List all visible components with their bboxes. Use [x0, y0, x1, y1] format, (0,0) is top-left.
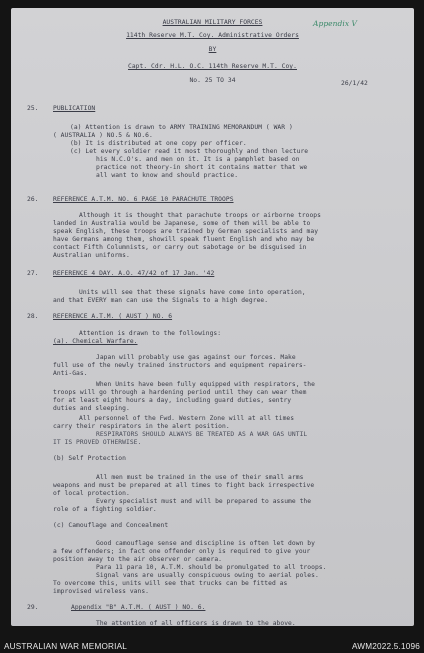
- subsection-heading: (a). Chemical Warfare.: [53, 338, 138, 345]
- body-line: all want to know and should practice.: [96, 172, 239, 179]
- appendix-handwritten-note: Appendix V: [313, 19, 358, 28]
- section-title: REFERENCE A.T.M. NO. 6 PAGE 10 PARACHUTE TROOPS: [53, 196, 234, 203]
- body-line: Japan will probably use gas against our forces. Make: [96, 354, 296, 361]
- body-line: All personnel of the Fwd. Western Zone will at all times: [79, 415, 295, 422]
- body-line: improvised wireless vans.: [53, 588, 150, 595]
- subsection-heading: (b) Self Protection: [53, 455, 126, 462]
- subsection-heading: (c) Camouflage and Concealment: [53, 522, 169, 529]
- body-line: a few offenders; in fact one offender only is required to give your: [53, 548, 311, 555]
- body-line: Signal vans are usually conspicuous owing to aerial poles.: [96, 572, 319, 579]
- body-line: Attention is drawn to the followings:: [79, 330, 222, 337]
- header-line-2: 114th Reserve M.T. Coy. Administrative Orders: [126, 32, 299, 39]
- header-line-3: BY: [208, 46, 217, 53]
- body-line: carry their respirators in the alert position.: [53, 423, 230, 430]
- section-title: REFERENCE A.T.M. ( AUST ) NO. 6: [53, 313, 173, 320]
- body-line: Units will see that these signals have come into operation,: [79, 289, 306, 296]
- body-line: duties and sleeping.: [53, 405, 130, 412]
- section-title: PUBLICATION: [53, 105, 96, 112]
- body-line: his N.C.O's. and men on it. It is a pamphlet based on: [96, 156, 300, 163]
- body-line: To overcome this, units will see that trucks can be fitted as: [53, 580, 288, 587]
- body-line: practice not theory-in short it contains matter that we: [96, 164, 308, 171]
- body-line: have Germans among them, showill speak fluent English and who may be: [53, 236, 315, 243]
- header-line-4: Capt. Cdr. H.L. O.C. 114th Reserve M.T. Coy.: [127, 63, 297, 70]
- footer-institution: AUSTRALIAN WAR MEMORIAL: [4, 642, 128, 651]
- body-line: role of a fighting soldier.: [53, 506, 157, 513]
- body-line: Para 11 para 10, A.T.M. should be promulgated to all troops.: [96, 564, 327, 571]
- order-number: No. 25 TO 34: [189, 77, 236, 84]
- section-number: 25.: [27, 105, 39, 112]
- section-title: Appendix "B" A.T.M. ( AUST ) NO. 6.: [71, 604, 206, 611]
- body-line: Anti-Gas.: [53, 370, 88, 377]
- body-line: (b) It is distributed at one copy per officer.: [70, 140, 247, 147]
- body-line: All men must be trained in the use of their small arms: [96, 474, 304, 481]
- body-line: Every specialist must and will be prepared to assume the: [96, 498, 312, 505]
- body-line: When Units have been fully equipped with respirators, the: [96, 381, 315, 388]
- section-number: 27.: [27, 270, 39, 277]
- body-line: of local protection.: [53, 490, 130, 497]
- body-line: The attention of all officers is drawn to the above.: [96, 620, 296, 626]
- section-number: 28.: [27, 313, 39, 320]
- footer-accession-number: AWM2022.5.1096: [351, 642, 420, 651]
- body-line: Good camouflage sense and discipline is often let down by: [96, 540, 315, 547]
- body-line: position away to the air observer or camera.: [53, 556, 223, 563]
- section-number: 29.: [27, 604, 39, 611]
- body-line: full use of the newly trained instructors and equipment repairers-: [53, 362, 307, 369]
- body-line: weapons and must be prepared at all times to fight back irrespective: [53, 482, 315, 489]
- body-line: (a) Attention is drawn to ARMY TRAINING MEMORANDUM ( WAR ): [70, 124, 293, 131]
- body-line: troops will go through a hardening period until they can wear them: [53, 389, 307, 396]
- body-line: speak English, these troops are trained by German specialists and may: [53, 228, 319, 235]
- order-date: 26/1/42: [341, 80, 368, 87]
- body-line: and that EVERY man can use the Signals to a high degree.: [53, 297, 269, 304]
- body-line: ( AUSTRALIA ) NO.5 & NO.6.: [53, 132, 153, 139]
- body-line: IT IS PROVED OTHERWISE.: [53, 439, 142, 446]
- section-title: REFERENCE 4 DAY. A.O. 47/42 of 17 Jan. '42: [53, 270, 215, 277]
- body-line: for at least eight hours a day, including guard duties, sentry: [53, 397, 292, 404]
- body-line: Australian uniforms.: [53, 252, 130, 259]
- section-number: 26.: [27, 196, 39, 203]
- body-line: (c) Let every soldier read it most thoroughly and then lecture: [70, 148, 309, 155]
- body-line: landed in Australia would be Japanese, some of them will be able to: [53, 220, 311, 227]
- header-line-1: AUSTRALIAN MILITARY FORCES: [162, 19, 263, 26]
- body-line: contact Fifth Columnists, or carry out sabotage or be disguised in: [53, 244, 307, 251]
- body-line: Although it is thought that parachute troops or airborne troops: [79, 212, 321, 219]
- document-page: [11, 8, 414, 626]
- body-line: RESPIRATORS SHOULD ALWAYS BE TREATED AS A WAR GAS UNTIL: [96, 431, 308, 438]
